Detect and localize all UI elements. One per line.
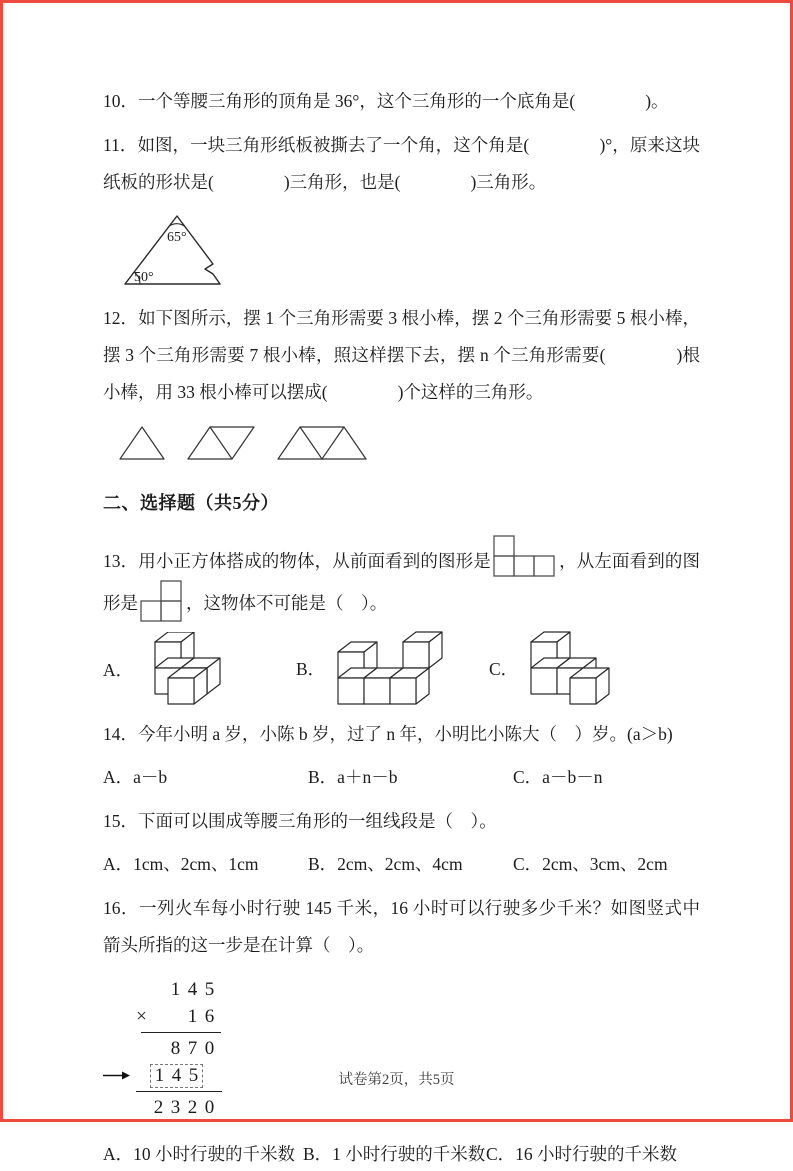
three-triangles-figure (277, 425, 367, 461)
question-13-text-1: 13．用小正方体搭成的物体，从前面看到的图形是 (103, 551, 491, 571)
front-view-figure (493, 535, 557, 578)
question-13-options (103, 630, 700, 706)
option-c: C．a－b－n (513, 767, 603, 787)
page-footer: 试卷第2页，共5页 (338, 1072, 455, 1088)
option-b: B．1 小时行驶的千米数 (303, 1144, 486, 1164)
digit-cell: 5 (204, 978, 215, 1000)
option-c-label: C． (489, 658, 519, 679)
question-15: 15．下面可以围成等腰三角形的一组线段是（ ）。 (103, 811, 497, 831)
two-triangles-figure (187, 425, 255, 461)
worksheet-rule-2 (136, 1091, 222, 1092)
cube-option-c-figure (526, 630, 612, 706)
question-13-text-3: ，这物体不可能是（ ）。 (186, 593, 388, 613)
question-15-options (103, 847, 700, 881)
question-14: 14．今年小明 a 岁，小陈 b 岁，过了 n 年，小明比小陈大（ ）岁。(a＞b) (103, 724, 673, 744)
option-a: A．a－b (103, 767, 168, 787)
digit-cell: 5 (188, 1064, 199, 1086)
cube-option-a-figure (141, 632, 223, 706)
digit-cell: 4 (187, 978, 198, 1000)
option-b (296, 630, 489, 706)
option-c: C．16 小时行驶的千米数 (486, 1144, 678, 1164)
option-a: A．10 小时行驶的千米数 (103, 1144, 296, 1164)
digit-cell: 0 (204, 1096, 215, 1118)
digit-cell: 4 (171, 1064, 182, 1086)
multiplication-worksheet (133, 976, 233, 1121)
cube-option-b-figure (333, 630, 443, 706)
apex-angle-label: 65° (167, 230, 187, 245)
question-14-options (103, 760, 700, 794)
multiplicand-row (133, 976, 233, 1003)
question-10: 10．一个等腰三角形的顶角是 36°，这个三角形的一个底角是( )。 (103, 91, 669, 111)
section-2-title: 二、选择题（共5分） (103, 493, 279, 513)
question-12-figure-block (119, 425, 700, 461)
question-13-text-2: ，从左面看到的图形是 (103, 551, 701, 613)
digit-cell: 7 (187, 1037, 198, 1059)
product-row (133, 1094, 233, 1121)
digit-cell: 3 (170, 1096, 181, 1118)
digit-cell: 1 (170, 978, 181, 1000)
question-16: 16．一列火车每小时行驶 145 千米，16 小时可以行驶多少千米？如图竖式中箭头所指的这一步是在计算（ ）。 (103, 898, 700, 955)
option-a-label: A． (103, 659, 134, 680)
question-11: 11．如图，一块三角形纸板被撕去了一个角，这个角是( )°，原来这块纸板的形状是( )三角形，也是( )三角形。 (103, 135, 700, 192)
option-c (489, 630, 682, 706)
digit-cell: 1 (187, 1005, 198, 1027)
partial-product-1-row (133, 1035, 233, 1062)
question-12: 12．如下图所示，摆 1 个三角形需要 3 根小棒，摆 2 个三角形需要 5 根小棒，摆 3 个三角形需要 7 根小棒，照这样摆下去，摆 n 个三角形需要( )根小棒，用 33 根小棒可以摆成( )个这样的三角形。 (103, 308, 700, 402)
question-16-options (103, 1137, 700, 1171)
times-sign: × (136, 1005, 147, 1027)
option-a: A．1cm、2cm、1cm (103, 854, 259, 874)
option-b: B．a＋n－b (308, 767, 398, 787)
digit-cell: 8 (170, 1037, 181, 1059)
one-triangle-figure (119, 425, 165, 461)
left-view-figure (140, 580, 184, 623)
page-content (3, 3, 790, 1171)
torn-triangle-figure (117, 208, 237, 292)
multiplier-row (133, 1003, 233, 1030)
digit-cell: 2 (153, 1096, 164, 1118)
question-13 (103, 535, 700, 623)
worksheet-rule-1 (141, 1032, 221, 1033)
base-angle-label: 50° (134, 270, 154, 285)
option-c: C．2cm、3cm、2cm (513, 854, 668, 874)
digit-cell: 0 (204, 1037, 215, 1059)
option-b-label: B． (296, 658, 326, 679)
digit-cell: 1 (154, 1064, 165, 1086)
option-a (103, 632, 296, 706)
digit-cell: 6 (204, 1005, 215, 1027)
digit-cell: 2 (187, 1096, 198, 1118)
question-11-figure-block (117, 208, 700, 292)
option-b: B．2cm、2cm、4cm (308, 854, 463, 874)
